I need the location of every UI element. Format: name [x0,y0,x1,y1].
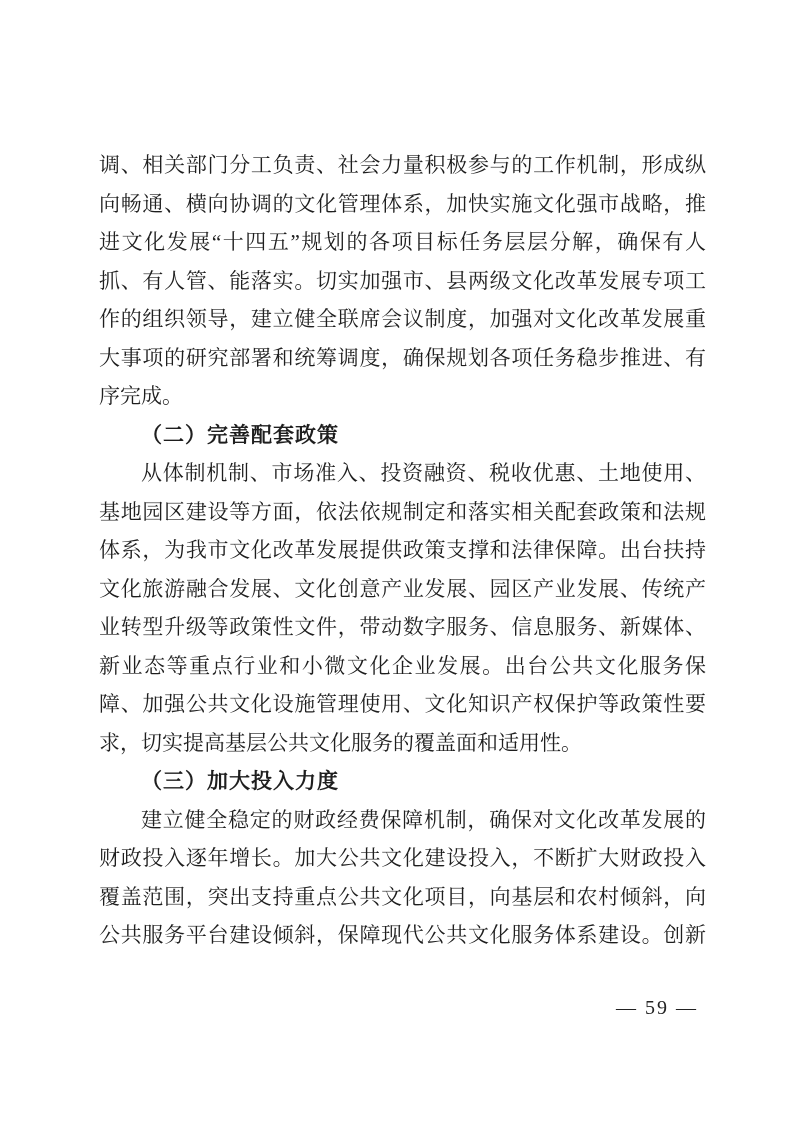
text-line: 向畅通、横向协调的文化管理体系，加快实施文化强市战略，推 [99,191,706,216]
section-heading-2: （二）完善配套政策 [141,422,339,447]
text-line: 建立健全稳定的财政经费保障机制，确保对文化改革发展的 [141,807,706,832]
text-line: 作的组织领导，建立健全联席会议制度，加强对文化改革发展重 [99,307,706,331]
text-line: 大事项的研究部署和统筹调度，确保规划各项任务稳步推进、有 [99,345,706,370]
text-line: 体系，为我市文化改革发展提供政策支撑和法律保障。出台扶持 [99,538,706,562]
text-line: 从体制机制、市场准入、投资融资、税收优惠、土地使用、 [141,461,706,485]
text-line: 调、相关部门分工负责、社会力量积极参与的工作机制，形成纵 [99,153,706,177]
text-line: 求，切实提高基层公共文化服务的覆盖面和适用性。 [99,730,582,755]
text-line: 序完成。 [99,384,183,408]
text-line: 公共服务平台建设倾斜，保障现代公共文化服务体系建设。创新 [99,923,706,947]
text-line: 财政投入逐年增长。加大公共文化建设投入，不断扩大财政投入 [99,846,706,870]
text-line: 文化旅游融合发展、文化创意产业发展、园区产业发展、传统产 [99,576,706,601]
text-line: 抓、有人管、能落实。切实加强市、县两级文化改革发展专项工 [99,268,706,293]
text-line: 基地园区建设等方面，依法依规制定和落实相关配套政策和法规 [99,499,706,524]
paragraph-3 [99,801,706,955]
paragraph-2 [99,454,706,762]
text-line: 覆盖范围，突出支持重点公共文化项目，向基层和农村倾斜，向 [99,884,706,909]
page-number: — 59 — [616,997,698,1019]
section-heading-3: （三）加大投入力度 [141,769,339,793]
text-line: 新业态等重点行业和小微文化企业发展。出台公共文化服务保 [99,653,706,678]
document-body [99,146,706,955]
text-line: 障、加强公共文化设施管理使用、文化知识产权保护等政策性要 [99,692,706,716]
text-line: 进文化发展“十四五”规划的各项目标任务层层分解，确保有人 [99,230,706,254]
paragraph-1 [99,146,706,416]
text-line: 业转型升级等政策性文件，带动数字服务、信息服务、新媒体、 [99,615,706,639]
